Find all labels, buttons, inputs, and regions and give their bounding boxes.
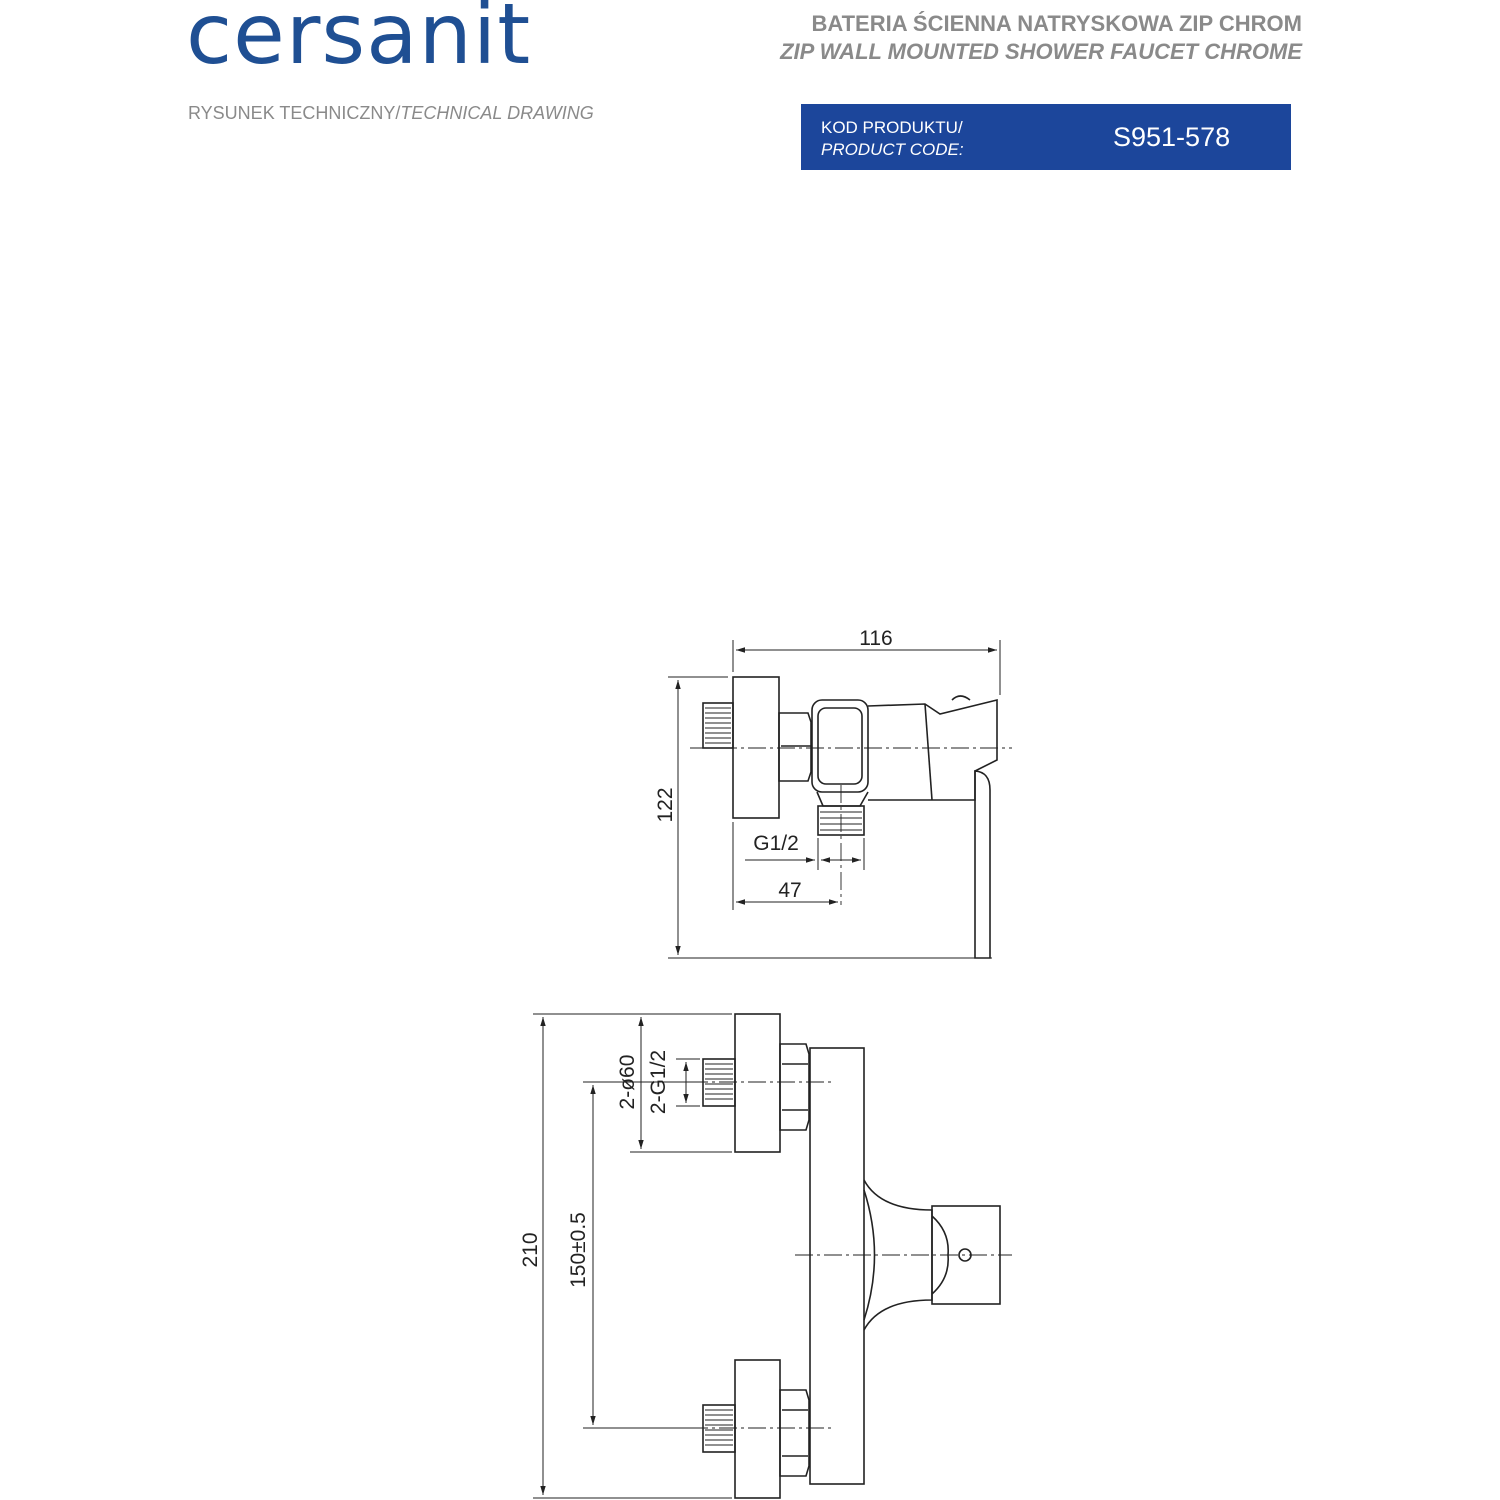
dim-width-label: 116 [859, 627, 893, 650]
inlet-thread [703, 703, 733, 748]
dim-total-height-label: 210 [519, 1232, 542, 1268]
subtitle-pl: RYSUNEK TECHNICZNY/ [188, 103, 401, 123]
dim-rosette-label: 2-ø60 [616, 1054, 639, 1110]
upper-rosette [735, 1014, 780, 1152]
side-view [668, 640, 1012, 958]
lower-rosette [735, 1360, 780, 1498]
dim-height-label: 122 [654, 787, 677, 823]
cersanit-logo: cersanit [186, 0, 532, 83]
product-code-label-en: PRODUCT CODE: [821, 140, 964, 159]
product-code-value: S951-578 [1113, 122, 1231, 152]
product-title-en: ZIP WALL MOUNTED SHOWER FAUCET CHROME [780, 39, 1302, 64]
lower-nut [780, 1390, 809, 1476]
dim-spacing-label: 150±0.5 [567, 1212, 590, 1288]
eccentric-nut [779, 713, 811, 781]
upper-nut [780, 1044, 809, 1130]
product-title-pl: BATERIA ŚCIENNA NATRYSKOWA ZIP CHROM [811, 11, 1302, 36]
dim-front-thread-label: 2-G1/2 [647, 1049, 670, 1115]
wall-flange [733, 677, 779, 818]
front-view [533, 1014, 1012, 1498]
product-code-label-pl: KOD PRODUKTU/ [821, 118, 963, 137]
lever-handle [975, 771, 990, 958]
subtitle-en: TECHNICAL DRAWING [400, 103, 594, 123]
mixer-body-front [810, 1048, 864, 1484]
mixer-body [812, 700, 868, 792]
dim-offset-label: 47 [778, 879, 802, 902]
dim-thread-label: G1/2 [753, 832, 799, 855]
